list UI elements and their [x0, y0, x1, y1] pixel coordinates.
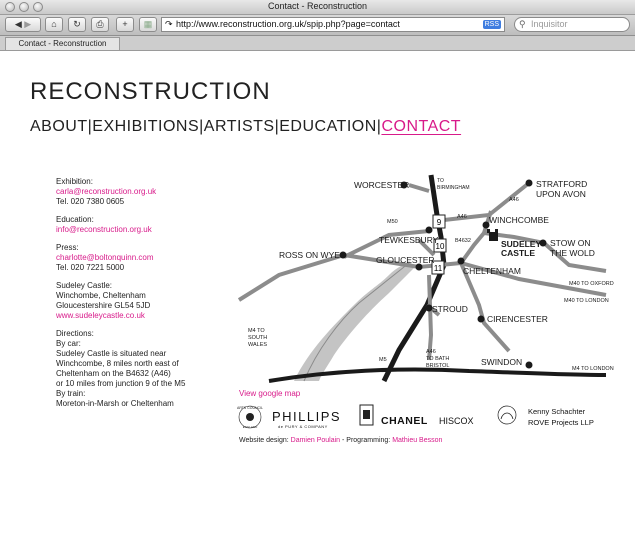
chanel-logo[interactable]: CHANEL [381, 415, 428, 427]
road-m5-label: M5 [379, 357, 387, 363]
road-a46-bath-label: A46 [426, 349, 436, 355]
sponsor-logos-svg [239, 403, 609, 431]
road-a46-bath-label: TO BATH [426, 356, 450, 362]
nav-separator: | [199, 118, 204, 135]
road-m4-wales-label: WALES [248, 342, 268, 348]
address-bar[interactable] [161, 17, 505, 32]
printer-icon: ⎙ [96, 19, 104, 29]
design-credit-label: Website design: [239, 437, 289, 444]
contact-details [56, 177, 236, 417]
kenny-schachter-logo-text: ROVE Projects LLP [528, 418, 594, 427]
nav-education[interactable]: EDUCATION [279, 118, 377, 135]
venue-address-line: Winchombe, Cheltenham [56, 291, 146, 300]
search-placeholder: Inquisitor [531, 19, 568, 29]
junction-9-label: 9 [436, 218, 442, 227]
place-stratford: STRATFORD [536, 179, 588, 189]
road-m4-wales-label: M4 TO [248, 328, 265, 334]
window-title: Contact - Reconstruction [267, 1, 368, 11]
press-tel: Tel. 020 7221 5000 [56, 263, 125, 272]
place-stratford: UPON AVON [536, 189, 586, 199]
browser-toolbar [0, 15, 635, 36]
place-worcester: WORCESTER [354, 180, 410, 190]
rss-button[interactable]: RSS [484, 21, 499, 28]
location-map [239, 175, 614, 381]
url-text[interactable]: http://www.reconstruction.org.uk/spip.php?page=contact [176, 19, 400, 29]
window-titlebar [0, 0, 635, 15]
tab-contact[interactable]: Contact - Reconstruction [5, 37, 120, 50]
bookmarks-icon: ▦ [143, 19, 153, 29]
nav-separator: | [87, 118, 93, 135]
nav-contact[interactable]: CONTACT [381, 118, 462, 135]
press-email-link[interactable]: charlotte@boltonquinn.com [56, 253, 154, 262]
search-icon: ⚲ [519, 19, 526, 29]
hiscox-logo[interactable]: HISCOX [439, 416, 474, 426]
by-car-label: By car: [56, 339, 81, 348]
exhibition-tel: Tel. 020 7380 0605 [56, 197, 125, 206]
place-stroud: STROUD [432, 304, 468, 314]
road-a46-south [429, 275, 431, 360]
bookmarks-button[interactable] [139, 17, 157, 32]
venue-address-line: Gloucestershire GL54 5JD [56, 301, 151, 310]
train-line: Moreton-in-Marsh or Cheltenham [56, 399, 174, 408]
castle-seal-logo[interactable] [360, 405, 373, 425]
directions-label: Directions: [56, 329, 94, 338]
kenny-schachter-logo-text: Kenny Schachter [528, 407, 586, 416]
arts-council-logo-text: ENGLAND [242, 425, 258, 429]
place-to-birmingham: TO [437, 178, 444, 184]
venue-name: Sudeley Castle: [56, 281, 113, 290]
nav-artists[interactable]: ARTISTS [203, 118, 275, 135]
round-emblem-logo[interactable] [498, 406, 516, 424]
home-icon: ⌂ [51, 19, 57, 29]
place-gloucester: GLOUCESTER [376, 255, 435, 265]
nav-separator: | [274, 118, 280, 135]
place-winchcombe: WINCHCOMBE [489, 215, 549, 225]
sponsor-logos [239, 403, 609, 431]
road-m40-oxford-label: M40 TO OXFORD [569, 281, 614, 287]
education-label: Education: [56, 215, 94, 224]
road-b4632-label: B4632 [455, 238, 471, 244]
directions-line: Winchcombe, 8 miles north east of [56, 359, 179, 368]
phillips-logo-text: PHILLIPS [272, 409, 342, 424]
road-a46-right-label: A46 [509, 197, 519, 203]
education-email-link[interactable]: info@reconstruction.org.uk [56, 225, 152, 234]
designer-link[interactable]: Damien Poulain [290, 437, 341, 444]
place-sudeley: SUDELEY [501, 239, 542, 249]
location-map-svg [239, 175, 614, 381]
road-m40-london-label: M40 TO LONDON [564, 298, 609, 304]
back-arrow-icon[interactable]: ◀ [14, 19, 22, 29]
phillips-logo-text: de PURY & COMPANY [278, 424, 328, 429]
nav-separator: | [376, 118, 382, 135]
place-stow: STOW ON [550, 238, 591, 248]
road-worcester [409, 185, 429, 191]
place-stow: THE WOLD [550, 248, 595, 258]
arts-council-logo-text: ARTS COUNCIL [237, 406, 263, 410]
plus-icon: + [122, 19, 128, 29]
place-cheltenham: CHELTENHAM [463, 266, 521, 276]
by-train-label: By train: [56, 389, 86, 398]
programming-credit-label: - Programming: [342, 437, 391, 444]
place-cirencester: CIRENCESTER [487, 314, 548, 324]
back-forward-buttons[interactable] [5, 17, 41, 32]
place-tewkesbury: TEWKESBURY [379, 235, 439, 245]
directions-line: or 10 miles from junction 9 of the M5 [56, 379, 186, 388]
place-ross: ROSS ON WYE [279, 250, 340, 260]
junction-11-label: 11 [433, 264, 443, 273]
home-button[interactable] [45, 17, 63, 32]
add-bookmark-button[interactable] [116, 17, 134, 32]
tab-bar [0, 36, 635, 51]
road-m4-london-label: M4 TO LONDON [572, 366, 614, 372]
nav-about[interactable]: ABOUT [30, 118, 88, 135]
place-swindon: SWINDON [481, 357, 523, 367]
road-a46-top-label: A46 [457, 214, 467, 220]
exhibition-label: Exhibition: [56, 177, 93, 186]
press-label: Press: [56, 243, 79, 252]
road-m4-wales-label: SOUTH [248, 335, 268, 341]
site-title[interactable]: RECONSTRUCTION [30, 78, 271, 105]
road-west [239, 255, 344, 300]
view-google-map-link[interactable]: View google map [239, 389, 301, 398]
road-m50-label: M50 [387, 219, 398, 225]
print-button[interactable] [91, 17, 109, 32]
junction-10-label: 10 [435, 242, 445, 251]
forward-arrow-icon[interactable]: ▶ [24, 19, 32, 29]
arts-council-logo[interactable] [237, 406, 263, 429]
reload-button[interactable] [68, 17, 86, 32]
venue-website-link[interactable]: www.sudeleycastle.co.uk [56, 311, 145, 320]
road-a46-bath-label: BRISTOL [426, 363, 450, 369]
place-to-birmingham: BIRMINGHAM [437, 185, 470, 191]
search-input[interactable] [514, 17, 630, 32]
place-sudeley: CASTLE [501, 248, 535, 258]
site-credits [239, 437, 442, 444]
directions-line: Sudeley Castle is situated near [56, 349, 167, 358]
exhibition-email-link[interactable]: carla@reconstruction.org.uk [56, 187, 157, 196]
kenny-schachter-logo[interactable] [528, 407, 594, 427]
directions-line: Cheltenham on the B4632 (A46) [56, 369, 171, 378]
reload-icon: ↻ [73, 19, 81, 29]
site-favicon-icon: ↷ [165, 19, 173, 29]
main-nav [30, 118, 461, 136]
phillips-logo[interactable] [272, 409, 341, 429]
nav-exhibitions[interactable]: EXHIBITIONS [92, 118, 200, 135]
programmer-link[interactable]: Mathieu Besson [392, 437, 443, 444]
